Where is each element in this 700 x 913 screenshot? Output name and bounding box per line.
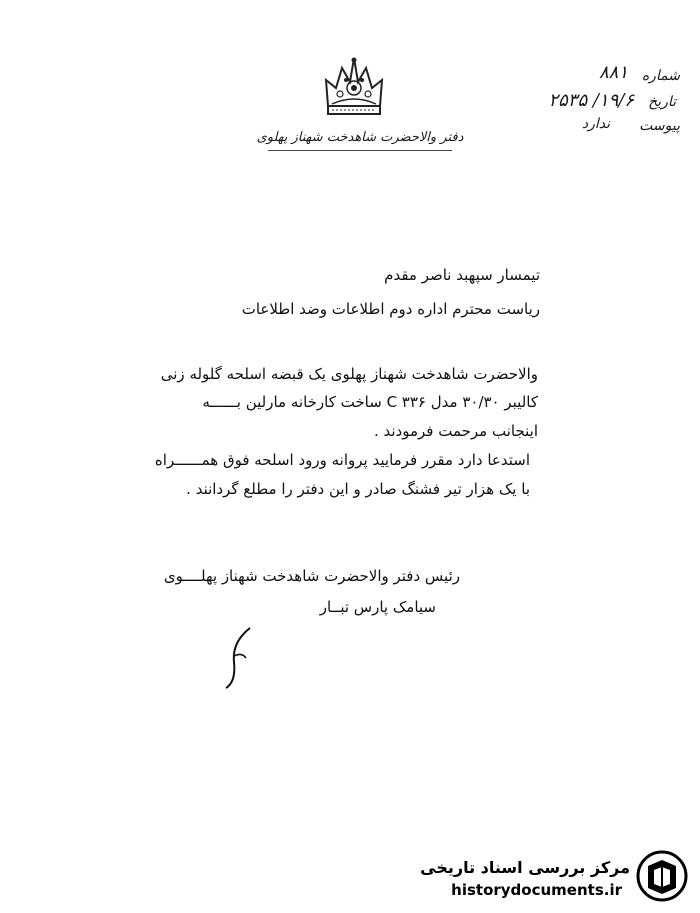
letterhead-divider [268, 150, 452, 151]
body-line-5: با یک هزار تیر فشنگ صادر و این دفتر را مطلع گردانند . [186, 480, 530, 498]
body-line-2: کالیبر ۳۰/۳۰ مدل C ۳۳۶ ساخت کارخانه مارلین بــــــه [202, 393, 538, 411]
watermark-title: مرکز بررسی اسناد تاریخی [420, 858, 630, 877]
watermark-url: historydocuments.ir [451, 881, 622, 899]
archive-logo-icon [636, 850, 688, 902]
body-line-3: اینجانب مرحمت فرمودند . [373, 422, 538, 440]
number-value: ۸۸۱ [598, 62, 628, 83]
date-value: ۱۹/۶/ ۲۵۳۵ [548, 90, 634, 111]
signatory-name: سیامک پارس تبــار [319, 598, 436, 616]
recipient-name: تیمسار سپهبد ناصر مقدم [384, 266, 540, 284]
office-name: دفتر والاحضرت شاهدخت شهناز پهلوی [256, 130, 464, 145]
pahlavi-crown-crest-icon [318, 50, 390, 122]
date-label: تاریخ [648, 94, 676, 110]
attachment-label: پیوست [639, 118, 680, 134]
handwritten-signature [212, 622, 262, 692]
number-label: شماره [641, 68, 680, 84]
signatory-title: رئیس دفتر والاحضرت شاهدخت شهناز پهلــــوی [163, 567, 460, 585]
attachment-value: ندارد [581, 116, 610, 132]
body-line-4: استدعا دارد مقرر فرمایید پروانه ورود اسلحه فوق همــــــراه [154, 451, 530, 469]
recipient-title: ریاست محترم اداره دوم اطلاعات وضد اطلاعات [241, 300, 540, 318]
body-line-1: والاحضرت شاهدخت شهناز پهلوی یک قبضه اسلحه گلوله زنی [160, 365, 538, 383]
reference-block [500, 60, 680, 140]
